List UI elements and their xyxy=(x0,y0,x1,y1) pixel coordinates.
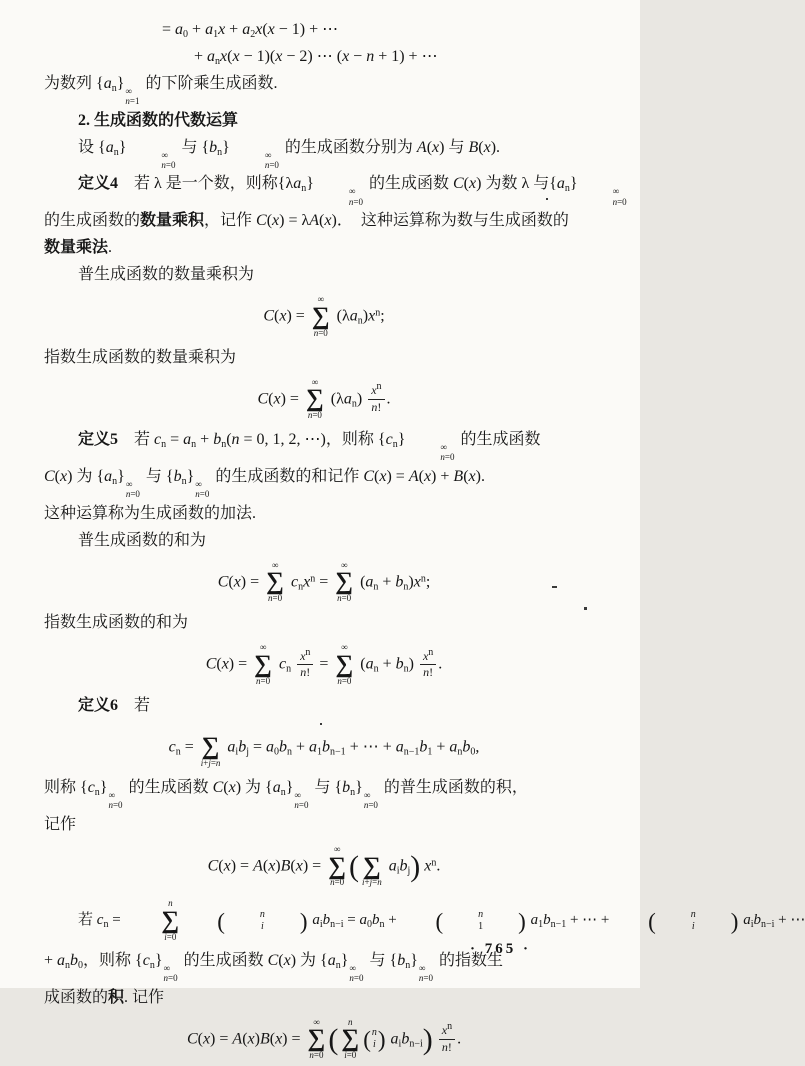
scan-speck xyxy=(584,607,587,610)
formula-line: + $a_nx(x - 1)(x - 2)$ ⋯ (x − n + 1) + ⋯ xyxy=(194,48,438,67)
formula-line: C(x) = ∞ ∑ n=0 $(\lambda a_n)x^n$; xyxy=(263,294,385,338)
text-line: + $a_nb_0$，则称 $\{c_n\}$ ∞ n=0 的生成函数 C(x) 为 $\{a_n\}$ ∞ n=0 与 $\{b_n\}$ ∞ n=0 的指数生 xyxy=(44,951,503,984)
text-line: C(x) 为 $\{a_n\}$ ∞ n=0 与 $\{b_n\}$ ∞ n=0 的生成函数的和记作 C(x) = A(x) + B(x). xyxy=(44,467,485,500)
text-line: 的生成函数的数量乘积，记作 C(x) = λA(x)． 这种运算称为数与生成函数的 xyxy=(44,212,569,230)
scan-speck xyxy=(546,198,548,200)
text-line: 普生成函数的数量乘积为 xyxy=(78,266,255,284)
text-line: 指数生成函数的和为 xyxy=(44,614,189,632)
formula-line: C(x) = ∞ ∑ n=0 $c_n$ $\frac{x^n}{n!}$ = ∞ ∑ n=0 $(a_n + b_n)$ $\frac{x^n}{n!}$ . xyxy=(205,642,443,686)
text-line: 则称 $\{c_n\}$ ∞ n=0 的生成函数 C(x) 为 $\{a_n\}$ ∞ n=0 与 $\{b_n\}$ ∞ n=0 的普生成函数的积， xyxy=(44,779,528,811)
formula-line: = $a_0 + a_1x + a_2x(x - 1)$ + ⋯ xyxy=(162,21,339,40)
formula-line: C(x) = ∞ ∑ n=0 $(\lambda a_n)$ $\frac{x^n}{n!}$ . xyxy=(257,376,391,421)
formula-line: 若 $c_n$ = n ∑ i=0 ( n i ) $a_ib_{n-i} = a_0b_n$ + ( n 1 ) $a_1b_{n-1}$ + ⋯ + ( n i ) $a_ib_{n-i}$ + ⋯ xyxy=(78,898,805,942)
text-line: 指数生成函数的数量乘积为 xyxy=(44,348,237,366)
text-line: 记作 xyxy=(44,815,77,833)
formula-line: C(x) = A(x)B(x) = ∞ ∑ n=0 ( n ∑ i=0 ( n i ) $a_ib_{n-i}$) $\frac{x^n}{n!}$ . xyxy=(186,1016,462,1061)
scan-speck xyxy=(320,723,322,725)
formula-line: $c_n$ = ∑ i+j=n $a_ib_j = a_0b_n + a_1b_{n-1}$ + ⋯ + $a_{n-1}b_1 + a_nb_0$, xyxy=(168,733,480,769)
text-line: 2. 生成函数的代数运算 xyxy=(78,111,239,129)
text-line: 定义5 若 $c_n = a_n + b_n(n = 0$, 1, 2, ⋯)，则称 $\{c_n\}$ ∞ n=0 的生成函数 xyxy=(78,431,541,463)
text-line: 定义4 若 λ 是一个数，则称$\{\lambda a_n\}$ ∞ n=0 的生成函数 C(x) 为数 λ 与$\{a_n\}$ ∞ n=0 xyxy=(78,175,627,207)
document-body xyxy=(44,16,805,1066)
text-line: 这种运算称为生成函数的加法. xyxy=(44,504,257,522)
text-line: 数量乘法. xyxy=(44,239,113,257)
page-number: · 765 · xyxy=(470,941,532,957)
formula-line: C(x) = ∞ ∑ n=0 $c_nx^n$ = ∞ ∑ n=0 $(a_n + b_n)x^n$; xyxy=(217,559,431,604)
formula-line: C(x) = A(x)B(x) = ∞ ∑ n=0 ( ∑ i+j=n $a_ib_j$) $x^n$. xyxy=(207,843,441,888)
text-line: 定义6 若 xyxy=(78,696,151,714)
text-line: 设 $\{a_n\}$ ∞ n=0 与 $\{b_n\}$ ∞ n=0 的生成函数分别为 A(x) 与 B(x). xyxy=(78,138,501,171)
text-line: 为数列 $\{a_n\}$ ∞ n=1 的下阶乘生成函数. xyxy=(44,75,278,107)
text-line: 成函数的积. 记作 xyxy=(44,988,165,1006)
text-line: 普生成函数的和为 xyxy=(78,531,207,549)
scan-speck xyxy=(552,586,557,588)
